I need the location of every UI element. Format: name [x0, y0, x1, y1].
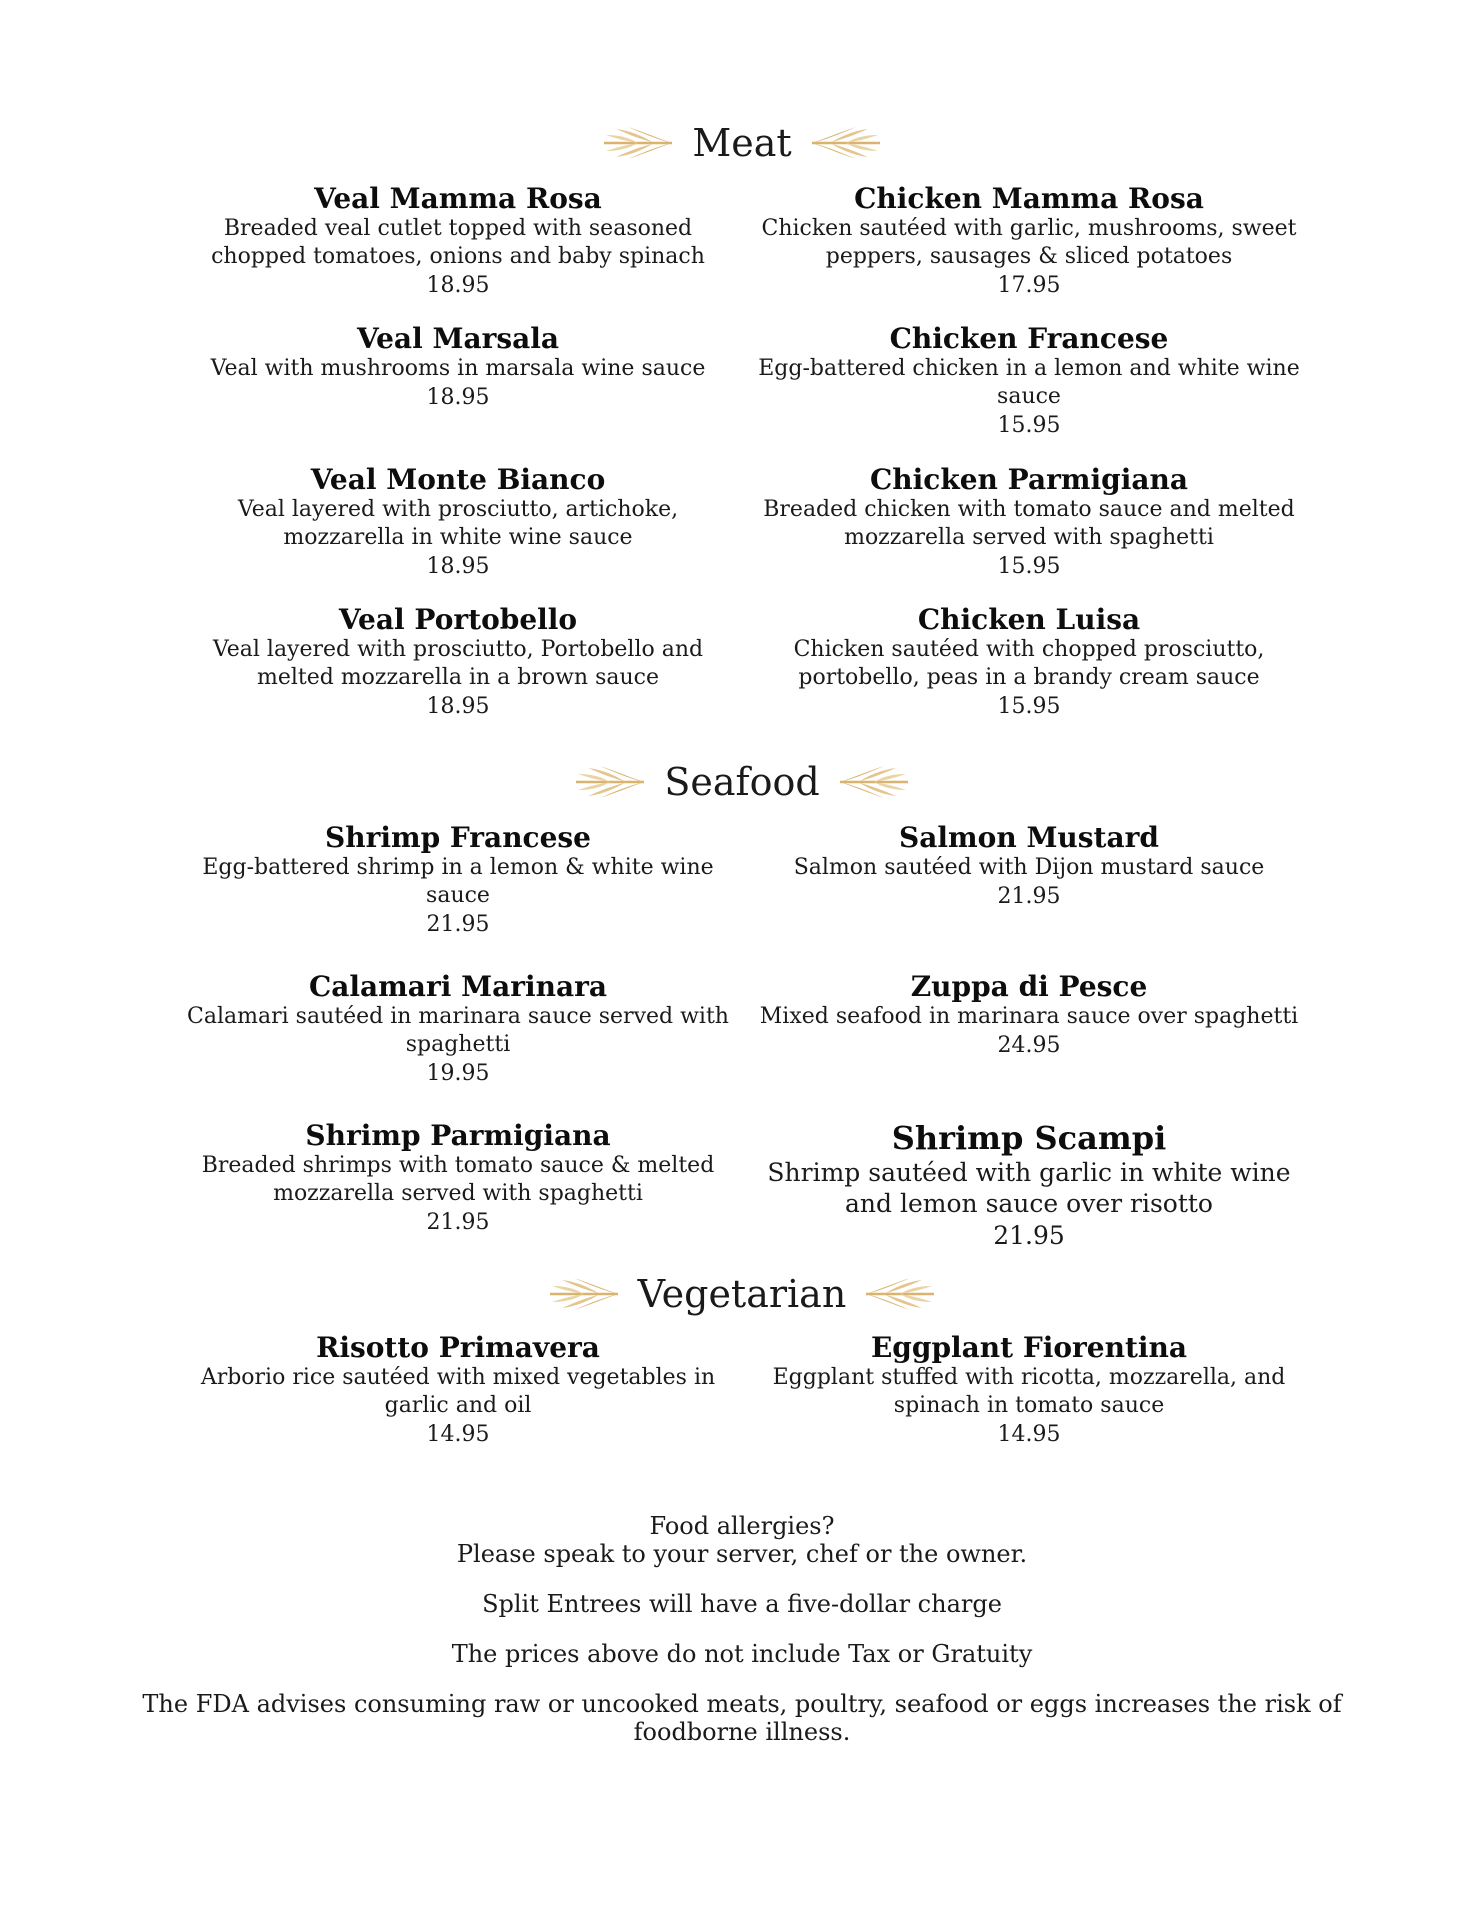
item-price: 21.95 — [426, 1210, 490, 1235]
item-price: 15.95 — [997, 694, 1061, 719]
item-price: 19.95 — [426, 1061, 490, 1086]
item-name: Chicken Parmigiana — [870, 463, 1188, 496]
item-price: 14.95 — [426, 1422, 490, 1447]
menu-item — [749, 822, 1309, 912]
item-name: Chicken Luisa — [917, 603, 1141, 636]
item-price: 21.95 — [997, 884, 1061, 909]
item-description: Breaded chicken with tomato sauce and melted mozzarella served with spaghetti — [763, 497, 1295, 550]
menu-item — [178, 1120, 738, 1238]
item-price: 15.95 — [997, 554, 1061, 579]
item-name: Veal Mamma Rosa — [314, 182, 602, 215]
menu-item — [749, 323, 1309, 441]
item-price: 18.95 — [426, 554, 490, 579]
item-price: 21.95 — [426, 912, 490, 937]
item-description: Chicken sautéed with garlic, mushrooms, sweet peppers, sausages & sliced potatoes — [761, 216, 1297, 269]
wheat-right-icon — [838, 762, 910, 802]
item-name: Veal Monte Bianco — [310, 463, 606, 496]
section-header-vegetarian — [0, 1268, 1484, 1320]
item-price: 17.95 — [997, 273, 1061, 298]
menu-item — [178, 971, 738, 1089]
item-description: Mixed seafood in marinara sauce over spaghetti — [759, 1004, 1299, 1029]
section-title-seafood: Seafood — [664, 760, 820, 804]
item-name: Shrimp Parmigiana — [305, 1119, 611, 1152]
item-description: Egg-battered chicken in a lemon and white wine sauce — [758, 356, 1300, 409]
section-title-vegetarian: Vegetarian — [637, 1272, 847, 1316]
item-description: Calamari sautéed in marinara sauce served with spaghetti — [187, 1004, 729, 1057]
allergy-note — [142, 1512, 1342, 1568]
item-price: 18.95 — [426, 273, 490, 298]
item-name: Eggplant Fiorentina — [870, 1331, 1188, 1364]
menu-item — [749, 1119, 1309, 1253]
item-description: Breaded veal cutlet topped with seasoned chopped tomatoes, onions and baby spinach — [211, 216, 705, 269]
item-price: 14.95 — [997, 1422, 1061, 1447]
wheat-right-icon — [864, 1274, 936, 1314]
item-name: Veal Marsala — [356, 322, 560, 355]
item-description: Breaded shrimps with tomato sauce & melted mozzarella served with spaghetti — [201, 1153, 715, 1206]
item-description: Arborio rice sautéed with mixed vegetables in garlic and oil — [200, 1365, 716, 1418]
allergy-text: Please speak to your server, chef or the owner. — [456, 1540, 1028, 1568]
menu-item — [178, 464, 738, 582]
section-header-seafood — [0, 756, 1484, 808]
wheat-left-icon — [574, 762, 646, 802]
section-header-meat — [0, 117, 1484, 169]
menu-item — [178, 822, 738, 940]
menu-item — [178, 183, 738, 301]
wheat-left-icon — [602, 123, 674, 163]
item-description: Shrimp sautéed with garlic in white wine and lemon sauce over risotto — [767, 1158, 1291, 1218]
item-name: Shrimp Francese — [325, 821, 591, 854]
item-name: Risotto Primavera — [316, 1331, 600, 1364]
item-name: Calamari Marinara — [308, 970, 608, 1003]
item-price: 18.95 — [426, 385, 490, 410]
item-description: Chicken sautéed with chopped prosciutto, portobello, peas in a brandy cream sauce — [793, 637, 1265, 690]
menu-item — [749, 604, 1309, 722]
item-name: Shrimp Scampi — [891, 1119, 1167, 1157]
wheat-left-icon — [548, 1274, 620, 1314]
item-price: 24.95 — [997, 1033, 1061, 1058]
menu-item — [178, 1332, 738, 1450]
menu-item — [749, 464, 1309, 582]
item-name: Zuppa di Pesce — [910, 970, 1148, 1003]
item-description: Veal with mushrooms in marsala wine sauce — [210, 356, 706, 381]
price-note: The prices above do not include Tax or Gratuity — [451, 1640, 1033, 1668]
item-price: 15.95 — [997, 413, 1061, 438]
menu-item — [749, 971, 1309, 1061]
item-description: Egg-battered shrimp in a lemon & white wine sauce — [202, 855, 714, 908]
wheat-right-icon — [810, 123, 882, 163]
split-entree-note: Split Entrees will have a five-dollar charge — [482, 1590, 1002, 1618]
menu-item — [178, 604, 738, 722]
item-description: Veal layered with prosciutto, Portobello and melted mozzarella in a brown sauce — [212, 637, 704, 690]
item-description: Eggplant stuffed with ricotta, mozzarella, and spinach in tomato sauce — [772, 1365, 1286, 1418]
menu-notes — [142, 1512, 1342, 1768]
item-description: Salmon sautéed with Dijon mustard sauce — [793, 855, 1265, 880]
menu-item — [178, 323, 738, 413]
menu-item — [749, 183, 1309, 301]
item-name: Chicken Francese — [889, 322, 1169, 355]
item-name: Salmon Mustard — [899, 821, 1159, 854]
item-name: Chicken Mamma Rosa — [854, 182, 1204, 215]
menu-item — [749, 1332, 1309, 1450]
allergy-question: Food allergies? — [649, 1512, 835, 1540]
item-price: 18.95 — [426, 694, 490, 719]
fda-note: The FDA advises consuming raw or uncooked meats, poultry, seafood or eggs increases the risk of foodborne illness. — [142, 1690, 1342, 1746]
section-title-meat: Meat — [692, 121, 792, 165]
item-name: Veal Portobello — [338, 603, 578, 636]
item-description: Veal layered with prosciutto, artichoke, mozzarella in white wine sauce — [237, 497, 679, 550]
item-price: 21.95 — [993, 1221, 1065, 1250]
